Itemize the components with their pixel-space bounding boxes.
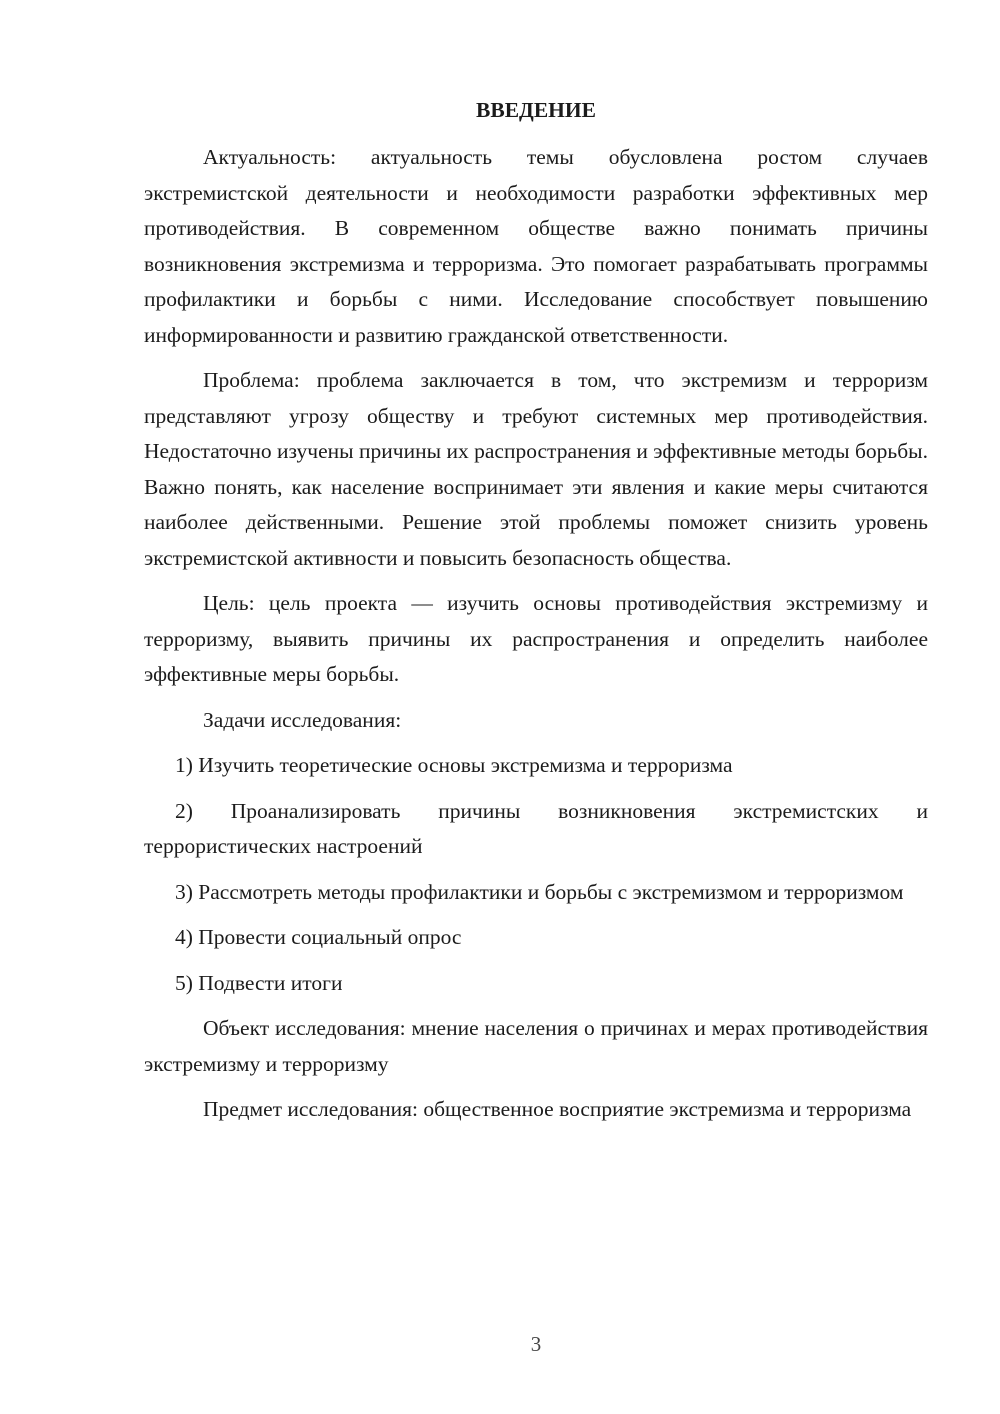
task-item-3: 3) Рассмотреть методы профилактики и борьбы с экстремизмом и терроризмом [175,879,904,904]
page-title: ВВЕДЕНИЕ [476,98,596,122]
task-item-4: 4) Провести социальный опрос [175,925,462,949]
task-item-1: 1) Изучить теоретические основы экстремизма и терроризма [175,753,733,777]
problem-paragraph: Проблема: проблема заключается в том, что экстремизм и терроризм представляют угрозу обществу и требуют системных мер противодействия. Недостаточно изучены причины их распространения и эффективные методы борьбы. Важно понять, как население воспринимает эти явления и какие меры считаются наиболее действенными. Решение этой проблемы поможет снизить уровень экстремистской активности и повысить безопасность общества. [144,368,928,570]
task-item-2: 2) Проанализировать причины возникновения экстремистских и террористических настроений [144,798,928,858]
subject-paragraph: Предмет исследования: общественное восприятие экстремизма и терроризма [203,1097,912,1121]
page-number: 3 [530,1332,542,1356]
relevance-paragraph: Актуальность: актуальность темы обусловлена ростом случаев экстремистской деятельности и необходимости разработки эффективных мер противодействия. В современном обществе важно понимать причины возникновения экстремизма и терроризма. Это помогает разрабатывать программы профилактики и борьбы с ними. Исследование способствует повышению информированности и развитию гражданской ответственности. [144,145,928,347]
document-page [144,96,928,1138]
goal-paragraph: Цель: цель проекта — изучить основы противодействия экстремизму и терроризму, выявить причины их распространения и определить наиболее эффективные меры борьбы. [144,591,928,686]
object-paragraph: Объект исследования: мнение населения о причинах и мерах противодействия экстремизму и терроризму [144,1016,928,1076]
tasks-heading: Задачи исследования: [203,707,402,732]
task-item-5: 5) Подвести итоги [175,970,343,995]
